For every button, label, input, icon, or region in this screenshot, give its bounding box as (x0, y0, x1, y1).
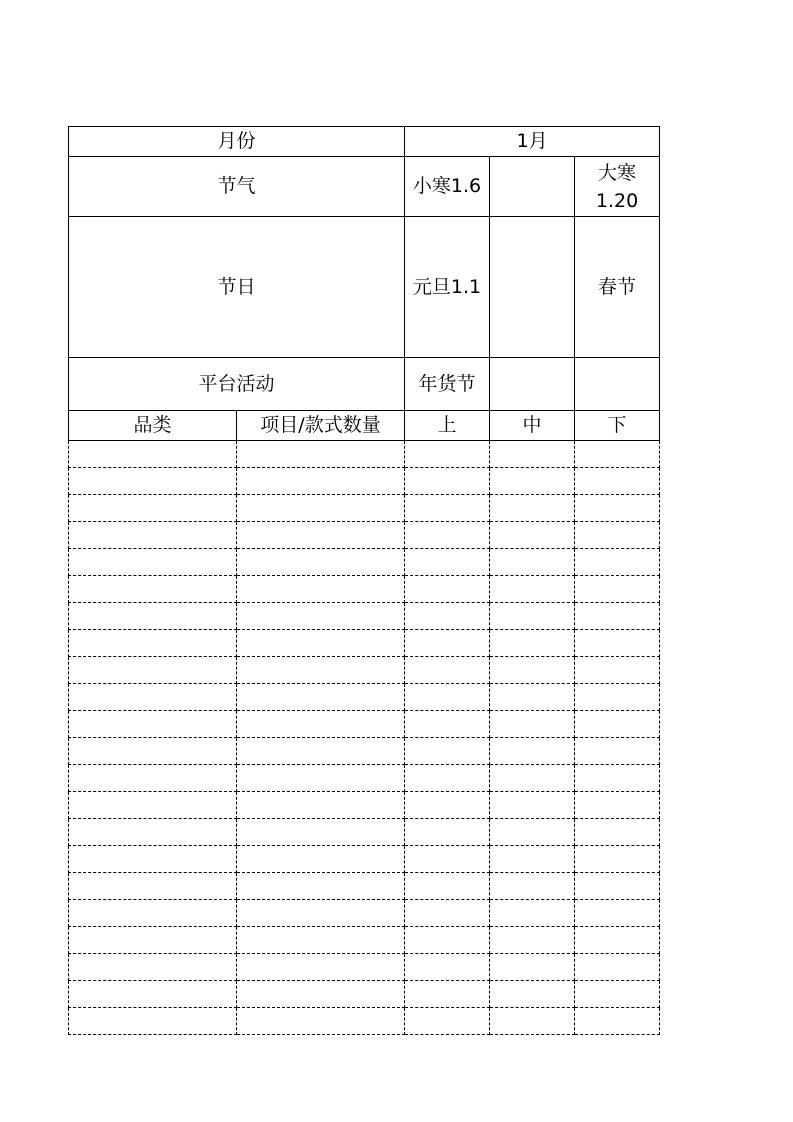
entry-cell-item-count[interactable] (237, 846, 405, 873)
entry-cell-late[interactable] (575, 522, 660, 549)
entry-cell-late[interactable] (575, 657, 660, 684)
entry-cell-category[interactable] (69, 981, 237, 1008)
entry-cell-category[interactable] (69, 441, 237, 468)
entry-cell-early[interactable] (405, 684, 490, 711)
entry-cell-early[interactable] (405, 792, 490, 819)
entry-cell-late[interactable] (575, 630, 660, 657)
entry-cell-early[interactable] (405, 495, 490, 522)
entry-cell-category[interactable] (69, 1008, 237, 1035)
entry-cell-late[interactable] (575, 684, 660, 711)
entry-cell-late[interactable] (575, 981, 660, 1008)
column-header-late: 下 (575, 411, 660, 441)
entry-cell-late[interactable] (575, 576, 660, 603)
entry-cell-mid[interactable] (490, 981, 575, 1008)
entry-cell-late[interactable] (575, 441, 660, 468)
entry-cell-item-count[interactable] (237, 1008, 405, 1035)
holidays-row (69, 217, 660, 358)
entry-row (69, 522, 660, 549)
entry-row (69, 738, 660, 765)
solar-terms-label: 节气 (69, 157, 405, 217)
entry-row (69, 711, 660, 738)
entry-cell-item-count[interactable] (237, 711, 405, 738)
entry-cell-late[interactable] (575, 900, 660, 927)
entry-cell-mid[interactable] (490, 522, 575, 549)
solar-terms-mid (490, 157, 575, 217)
entry-cell-category[interactable] (69, 549, 237, 576)
entry-cell-mid[interactable] (490, 711, 575, 738)
entry-cell-late[interactable] (575, 1008, 660, 1035)
column-header-item-count: 项目/款式数量 (237, 411, 405, 441)
entry-cell-mid[interactable] (490, 684, 575, 711)
entry-cell-late[interactable] (575, 954, 660, 981)
entry-cell-early[interactable] (405, 1008, 490, 1035)
entry-row (69, 576, 660, 603)
entry-cell-category[interactable] (69, 711, 237, 738)
entry-row (69, 846, 660, 873)
entry-cell-item-count[interactable] (237, 576, 405, 603)
entry-cell-category[interactable] (69, 468, 237, 495)
entry-cell-early[interactable] (405, 819, 490, 846)
entry-row (69, 792, 660, 819)
entry-cell-item-count[interactable] (237, 522, 405, 549)
entry-cell-early[interactable] (405, 603, 490, 630)
entry-cell-item-count[interactable] (237, 900, 405, 927)
entry-cell-late[interactable] (575, 468, 660, 495)
entry-cell-category[interactable] (69, 522, 237, 549)
entry-cell-early[interactable] (405, 630, 490, 657)
solar-terms-late: 大寒 1.20 (575, 157, 660, 217)
entry-cell-category[interactable] (69, 576, 237, 603)
entry-rows (69, 441, 660, 1035)
entry-cell-early[interactable] (405, 765, 490, 792)
entry-cell-mid[interactable] (490, 468, 575, 495)
entry-cell-category[interactable] (69, 900, 237, 927)
entry-cell-category[interactable] (69, 684, 237, 711)
entry-cell-item-count[interactable] (237, 549, 405, 576)
entry-cell-item-count[interactable] (237, 981, 405, 1008)
month-label: 月份 (69, 127, 405, 157)
entry-cell-mid[interactable] (490, 603, 575, 630)
entry-row (69, 630, 660, 657)
entry-cell-mid[interactable] (490, 900, 575, 927)
solar-terms-row (69, 157, 660, 217)
entry-cell-category[interactable] (69, 819, 237, 846)
entry-cell-category[interactable] (69, 765, 237, 792)
entry-cell-early[interactable] (405, 441, 490, 468)
entry-row (69, 549, 660, 576)
entry-cell-item-count[interactable] (237, 495, 405, 522)
planning-sheet (68, 126, 660, 1035)
entry-row (69, 873, 660, 900)
entry-row (69, 900, 660, 927)
entry-cell-early[interactable] (405, 468, 490, 495)
entry-cell-early[interactable] (405, 711, 490, 738)
entry-cell-item-count[interactable] (237, 441, 405, 468)
holidays-early: 元旦1.1 (405, 217, 490, 358)
entry-cell-item-count[interactable] (237, 954, 405, 981)
entry-cell-late[interactable] (575, 765, 660, 792)
entry-cell-mid[interactable] (490, 792, 575, 819)
month-value: 1月 (405, 127, 660, 157)
holidays-mid (490, 217, 575, 358)
entry-cell-mid[interactable] (490, 657, 575, 684)
entry-cell-mid[interactable] (490, 819, 575, 846)
entry-cell-mid[interactable] (490, 1008, 575, 1035)
entry-cell-mid[interactable] (490, 873, 575, 900)
solar-terms-early: 小寒1.6 (405, 157, 490, 217)
entry-cell-category[interactable] (69, 630, 237, 657)
entry-row (69, 657, 660, 684)
entry-cell-category[interactable] (69, 495, 237, 522)
entry-row (69, 468, 660, 495)
entry-cell-late[interactable] (575, 846, 660, 873)
entry-cell-mid[interactable] (490, 765, 575, 792)
entry-cell-item-count[interactable] (237, 765, 405, 792)
entry-cell-category[interactable] (69, 657, 237, 684)
entry-row (69, 927, 660, 954)
entry-row (69, 684, 660, 711)
entry-cell-early[interactable] (405, 522, 490, 549)
entry-cell-early[interactable] (405, 981, 490, 1008)
entry-cell-mid[interactable] (490, 576, 575, 603)
platform-events-label: 平台活动 (69, 358, 405, 411)
entry-cell-early[interactable] (405, 549, 490, 576)
entry-cell-item-count[interactable] (237, 738, 405, 765)
entry-cell-category[interactable] (69, 846, 237, 873)
entry-cell-mid[interactable] (490, 630, 575, 657)
entry-cell-item-count[interactable] (237, 630, 405, 657)
entry-cell-early[interactable] (405, 846, 490, 873)
platform-events-early: 年货节 (405, 358, 490, 411)
entry-cell-mid[interactable] (490, 846, 575, 873)
entry-cell-item-count[interactable] (237, 657, 405, 684)
entry-row (69, 819, 660, 846)
entry-cell-late[interactable] (575, 819, 660, 846)
holidays-late: 春节 (575, 217, 660, 358)
entry-cell-category[interactable] (69, 738, 237, 765)
entry-cell-early[interactable] (405, 576, 490, 603)
entry-cell-mid[interactable] (490, 441, 575, 468)
entry-row (69, 495, 660, 522)
entry-cell-late[interactable] (575, 495, 660, 522)
column-header-category: 品类 (69, 411, 237, 441)
entry-cell-item-count[interactable] (237, 468, 405, 495)
platform-events-row (69, 358, 660, 411)
entry-cell-item-count[interactable] (237, 603, 405, 630)
entry-cell-item-count[interactable] (237, 792, 405, 819)
entry-cell-mid[interactable] (490, 495, 575, 522)
platform-events-late (575, 358, 660, 411)
entry-cell-early[interactable] (405, 927, 490, 954)
entry-cell-early[interactable] (405, 954, 490, 981)
entry-cell-category[interactable] (69, 873, 237, 900)
column-header-early: 上 (405, 411, 490, 441)
entry-cell-early[interactable] (405, 738, 490, 765)
entry-cell-late[interactable] (575, 711, 660, 738)
entry-cell-mid[interactable] (490, 549, 575, 576)
column-header-mid: 中 (490, 411, 575, 441)
platform-events-mid (490, 358, 575, 411)
entry-cell-item-count[interactable] (237, 819, 405, 846)
entry-cell-category[interactable] (69, 954, 237, 981)
entry-cell-late[interactable] (575, 873, 660, 900)
entry-cell-category[interactable] (69, 927, 237, 954)
entry-row (69, 954, 660, 981)
entry-cell-late[interactable] (575, 927, 660, 954)
entry-row (69, 981, 660, 1008)
entry-cell-late[interactable] (575, 738, 660, 765)
entry-cell-late[interactable] (575, 549, 660, 576)
entry-cell-item-count[interactable] (237, 927, 405, 954)
entry-cell-mid[interactable] (490, 927, 575, 954)
entry-cell-late[interactable] (575, 792, 660, 819)
entry-cell-category[interactable] (69, 603, 237, 630)
entry-cell-early[interactable] (405, 873, 490, 900)
entry-row (69, 603, 660, 630)
header-block (69, 127, 660, 441)
entry-cell-late[interactable] (575, 603, 660, 630)
entry-row (69, 765, 660, 792)
entry-cell-mid[interactable] (490, 738, 575, 765)
entry-cell-category[interactable] (69, 792, 237, 819)
column-header-row (69, 411, 660, 441)
month-row (69, 127, 660, 157)
entry-cell-early[interactable] (405, 657, 490, 684)
holidays-label: 节日 (69, 217, 405, 358)
entry-cell-early[interactable] (405, 900, 490, 927)
entry-cell-item-count[interactable] (237, 873, 405, 900)
entry-row (69, 1008, 660, 1035)
entry-row (69, 441, 660, 468)
entry-cell-item-count[interactable] (237, 684, 405, 711)
entry-cell-mid[interactable] (490, 954, 575, 981)
